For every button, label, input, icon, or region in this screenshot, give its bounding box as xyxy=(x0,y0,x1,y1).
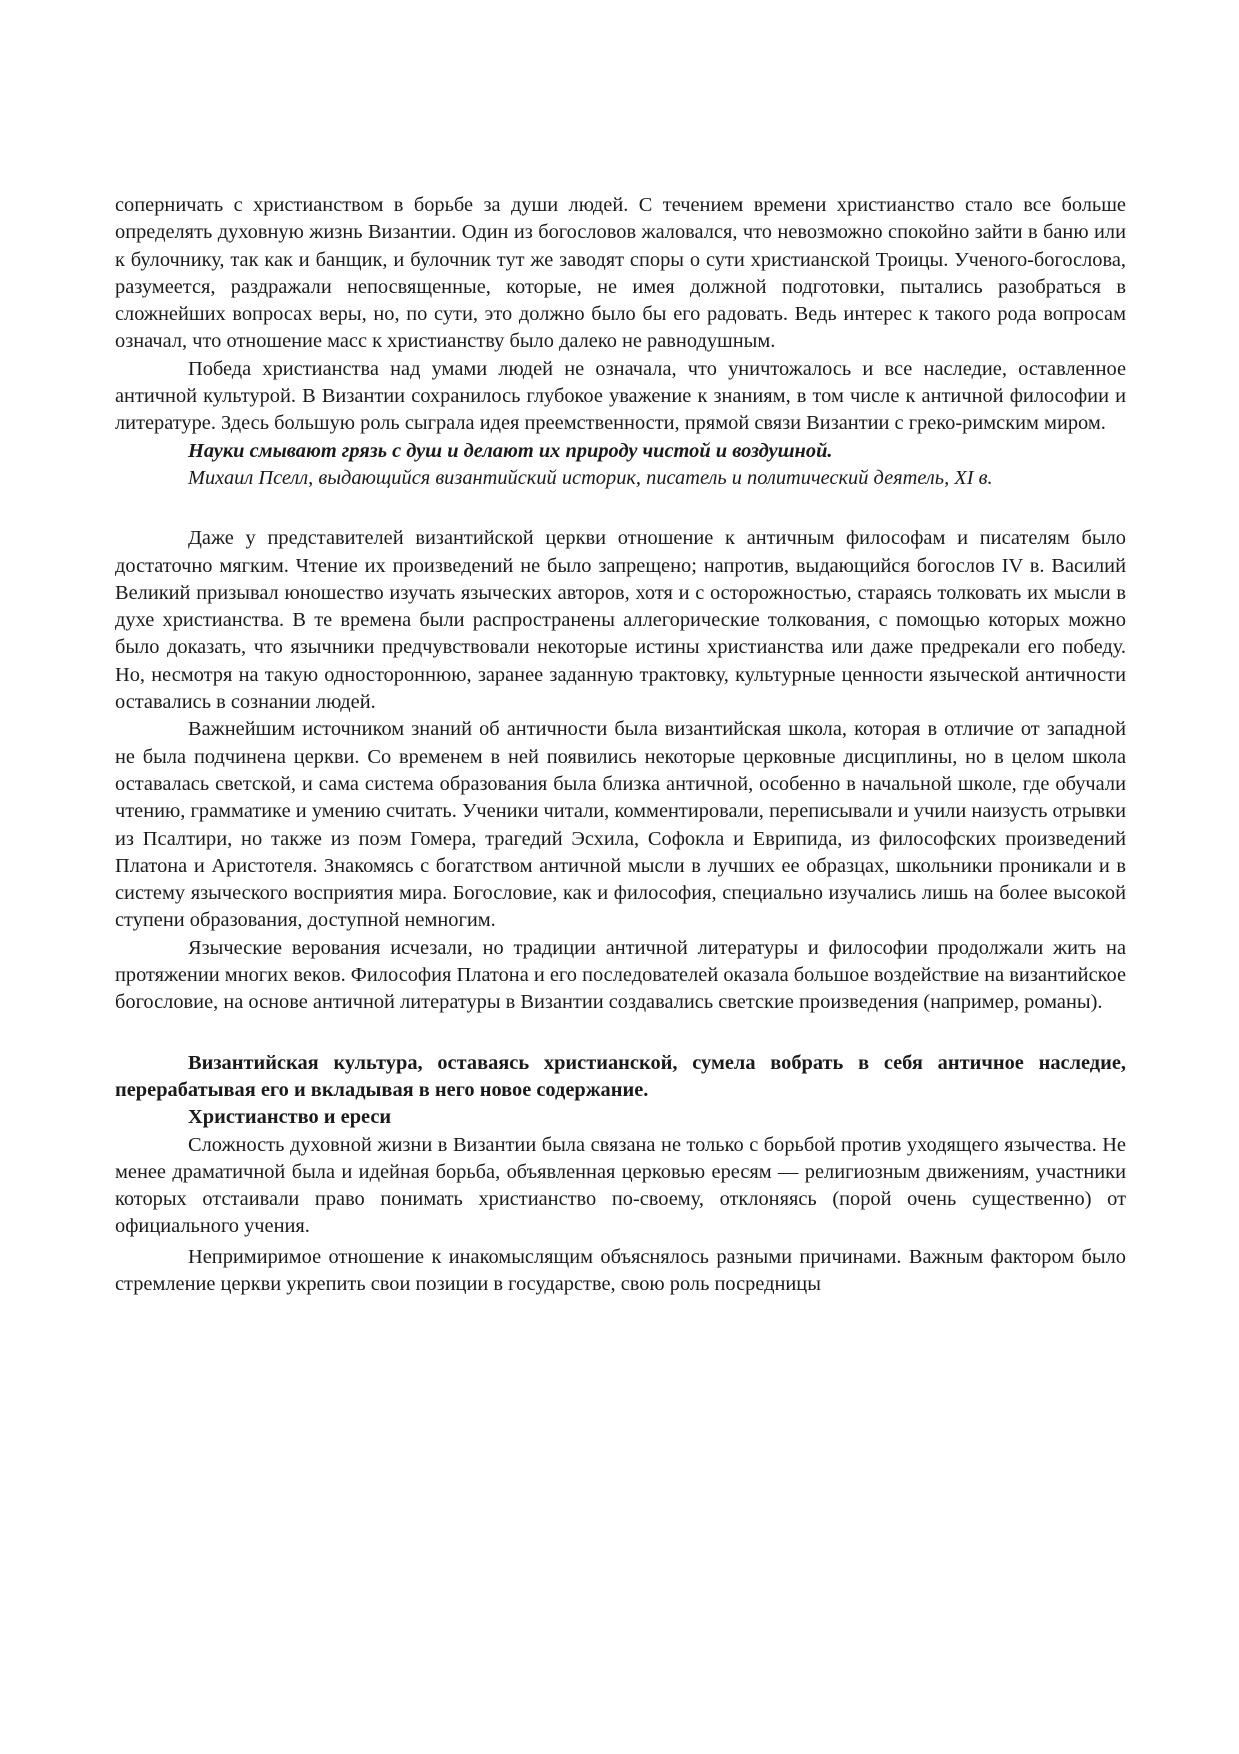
paragraph-church-attitude: Даже у представителей византийской церкви отношение к античным философам и писателям было достаточно мягким. Чтение их произведений не было запрещено; напротив, выдающийся богослов IV в. Василий Великий призывал юношество изучать языческих авторов, хотя и с осторожностью, стараясь толковать их мысли в духе христианства. В те времена были распространены аллегорические толкования, с помощью которых можно было доказать, что язычники предчувствовали некоторые истины христианства или даже предрекали его победу. Но, несмотря на такую одностороннюю, заранее заданную трактовку, культурные ценности языческой античности оставались в сознании людей. xyxy=(115,527,1126,714)
paragraph-intolerance: Непримиримое отношение к инакомыслящим объяснялось разными причинами. Важным фактором было стремление церкви укрепить свои позиции в государстве, свою роль посредницы xyxy=(115,1245,1126,1295)
paragraph-victory-of-christianity: Победа христианства над умами людей не означала, что уничтожалось и все наследие, оставленное античной культурой. В Византии сохранилось глубокое уважение к знаниям, в том числе к античной философии и литературе. Здесь большую роль сыграла идея преемственности, прямой связи Византии с греко-римским миром. xyxy=(115,357,1126,435)
paragraph-continuation: соперничать с христианством в борьбе за души людей. С течением времени христианство стало все больше определять духовную жизнь Византии. Один из богословов жаловался, что невозможно спокойно зайти в баню или к булочнику, так как и банщик, и булочник тут же заводят споры о сути христианской Троицы. Ученого-богослова, разумеется, раздражали непосвященные, которые, не имея должной подготовки, пытались разобраться в сложнейших вопросах веры, но, по сути, это должно было бы его радовать. Ведь интерес к такого рода вопросам означал, что отношение масс к христианству было далеко не равнодушным. xyxy=(115,194,1126,353)
spacer xyxy=(115,1017,1126,1050)
paragraph-pagan-beliefs: Языческие верования исчезали, но традиции античной литературы и философии продолжали жить на протяжении многих веков. Философия Платона и его последователей оказала большое воздействие на византийское богословие, на основе античной литературы в Византии создавались светские произведения (например, романы). xyxy=(115,936,1126,1014)
section-heading: Христианство и ереси xyxy=(188,1106,392,1129)
epigraph-attribution: Михаил Пселл, выдающийся византийский историк, писатель и политический деятель, XI в. xyxy=(188,466,993,489)
conclusion-statement: Византийская культура, оставаясь христианской, сумела вобрать в себя античное наследие, перерабатывая его и вкладывая в него новое содержание. xyxy=(115,1051,1126,1101)
paragraph-heresies: Сложность духовной жизни в Византии была связана не только с борьбой против уходящего язычества. Не менее драматичной была и идейная борьба, объявленная церковью ересям — религиозным движениям, участники которых отстаивали право понимать христианство по-своему, отклоняясь (порой очень существенно) от официального учения. xyxy=(115,1133,1126,1238)
document-page xyxy=(115,192,1126,1298)
paragraph-byzantine-school: Важнейшим источником знаний об античности была византийская школа, которая в отличие от западной не была подчинена церкви. Со временем в ней появились некоторые церковные дисциплины, но в целом школа оставалась светской, и сама система образования была близка античной, особенно в начальной школе, где обучали чтению, грамматике и умению считать. Ученики читали, комментировали, переписывали и учили наизусть отрывки из Псалтири, но также из поэм Гомера, трагедий Эсхила, Софокла и Еврипида, из философских произведений Платона и Аристотеля. Знакомясь с богатством античной мысли в лучших ее образцах, школьники проникали и в систему языческого восприятия мира. Богословие, как и философия, специально изучались лишь на более высокой ступени образования, доступной немногим. xyxy=(115,718,1126,932)
spacer xyxy=(115,492,1126,525)
epigraph-quote: Науки смывают грязь с душ и делают их природу чистой и воздушной. xyxy=(188,439,833,462)
